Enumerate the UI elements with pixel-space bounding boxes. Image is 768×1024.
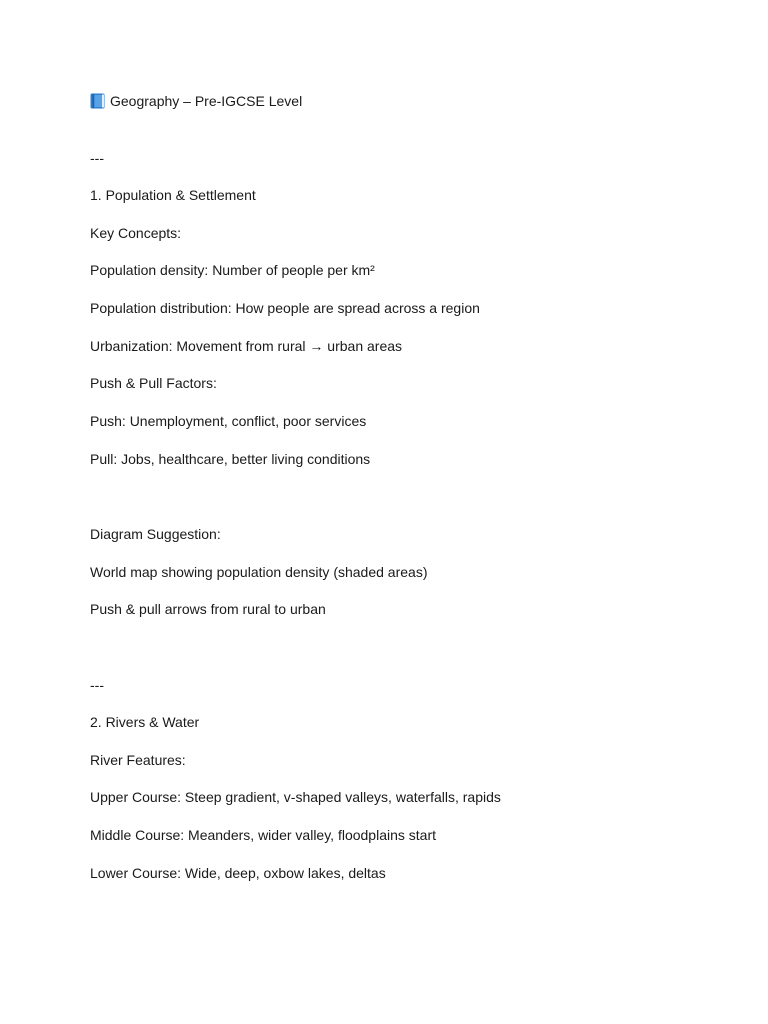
- list-item: Pull: Jobs, healthcare, better living conditions: [90, 451, 371, 467]
- list-item: Upper Course: Steep gradient, v-shaped valleys, waterfalls, rapids: [90, 789, 501, 805]
- list-item: Push & Pull Factors:: [90, 375, 217, 391]
- section-heading: 1. Population & Settlement: [90, 187, 256, 203]
- list-item: Population distribution: How people are spread across a region: [90, 300, 480, 316]
- blue-book-icon: [90, 93, 105, 109]
- separator: ---: [90, 677, 104, 693]
- document-title: [90, 92, 302, 110]
- list-item: Urbanization: Movement from rural → urban areas: [90, 338, 403, 354]
- diagram-suggestion-label: Diagram Suggestion:: [90, 526, 221, 542]
- list-item: Push: Unemployment, conflict, poor services: [90, 413, 367, 429]
- list-item: Push & pull arrows from rural to urban: [90, 601, 326, 617]
- separator: ---: [90, 150, 104, 166]
- list-item: Population density: Number of people per km²: [90, 262, 375, 278]
- list-item: Lower Course: Wide, deep, oxbow lakes, deltas: [90, 865, 386, 881]
- section-heading: 2. Rivers & Water: [90, 714, 200, 730]
- list-item: World map showing population density (shaded areas): [90, 564, 428, 580]
- title-text: Geography – Pre-IGCSE Level: [110, 93, 303, 109]
- river-features-label: River Features:: [90, 752, 186, 768]
- key-concepts-label: Key Concepts:: [90, 225, 182, 241]
- list-item: Middle Course: Meanders, wider valley, floodplains start: [90, 827, 437, 843]
